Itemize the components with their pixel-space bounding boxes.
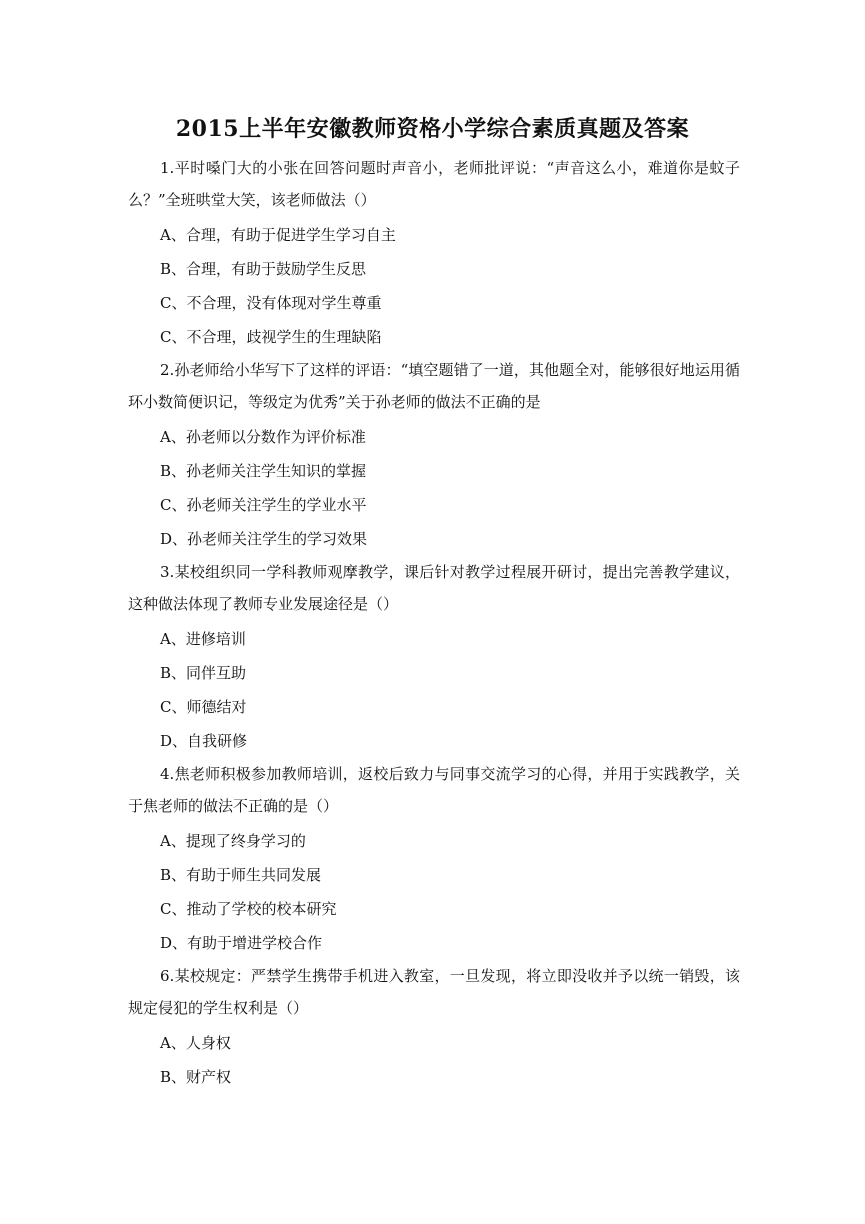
question-3 — [128, 556, 740, 758]
question-text: 1.平时嗓门大的小张在回答问题时声音小，老师批评说：“声音这么小，难道你是蚊子么？”全班哄堂大笑，该老师做法（） — [128, 159, 740, 209]
question-text: 4.焦老师积极参加教师培训，返校后致力与同事交流学习的心得，并用于实践教学，关于焦老师的做法不正确的是（） — [128, 765, 740, 815]
option-item: B、财产权 — [160, 1068, 232, 1086]
document-title: 2015上半年安徽教师资格小学综合素质真题及答案 — [175, 116, 690, 142]
question-text: 3.某校组织同一学科教师观摩教学，课后针对教学过程展开研讨，提出完善教学建议，这种做法体现了教师专业发展途径是（） — [128, 563, 740, 613]
option-item: D、孙老师关注学生的学习效果 — [160, 530, 368, 548]
question-1 — [128, 152, 740, 354]
option-item: A、进修培训 — [160, 630, 246, 648]
option-item: C、推动了学校的校本研究 — [160, 900, 337, 918]
option-list — [128, 218, 740, 354]
option-item: A、人身权 — [160, 1034, 231, 1052]
option-item: C、不合理，歧视学生的生理缺陷 — [160, 328, 382, 346]
option-item: C、师德结对 — [160, 698, 247, 716]
question-list — [128, 152, 740, 1094]
question-4 — [128, 758, 740, 960]
option-list — [128, 420, 740, 556]
option-item: C、不合理，没有体现对学生尊重 — [160, 294, 382, 312]
question-6 — [128, 960, 740, 1094]
option-item: A、合理，有助于促进学生学习自主 — [160, 226, 396, 244]
option-item: D、有助于增进学校合作 — [160, 934, 323, 952]
option-item: A、提现了终身学习的 — [160, 832, 306, 850]
option-item: B、孙老师关注学生知识的掌握 — [160, 462, 367, 480]
question-text: 2.孙老师给小华写下了这样的评语：“填空题错了一道，其他题全对，能够很好地运用循环小数简便识记，等级定为优秀”关于孙老师的做法不正确的是 — [128, 361, 740, 411]
option-list — [128, 622, 740, 758]
option-item: A、孙老师以分数作为评价标准 — [160, 428, 366, 446]
option-item: B、同伴互助 — [160, 664, 247, 682]
option-item: C、孙老师关注学生的学业水平 — [160, 496, 367, 514]
option-list — [128, 1026, 740, 1094]
option-list — [128, 824, 740, 960]
question-2 — [128, 354, 740, 556]
option-item: D、自我研修 — [160, 732, 248, 750]
option-item: B、合理，有助于鼓励学生反思 — [160, 260, 367, 278]
question-text: 6.某校规定：严禁学生携带手机进入教室，一旦发现，将立即没收并予以统一销毁，该规定侵犯的学生权利是（） — [128, 967, 740, 1017]
option-item: B、有助于师生共同发展 — [160, 866, 322, 884]
